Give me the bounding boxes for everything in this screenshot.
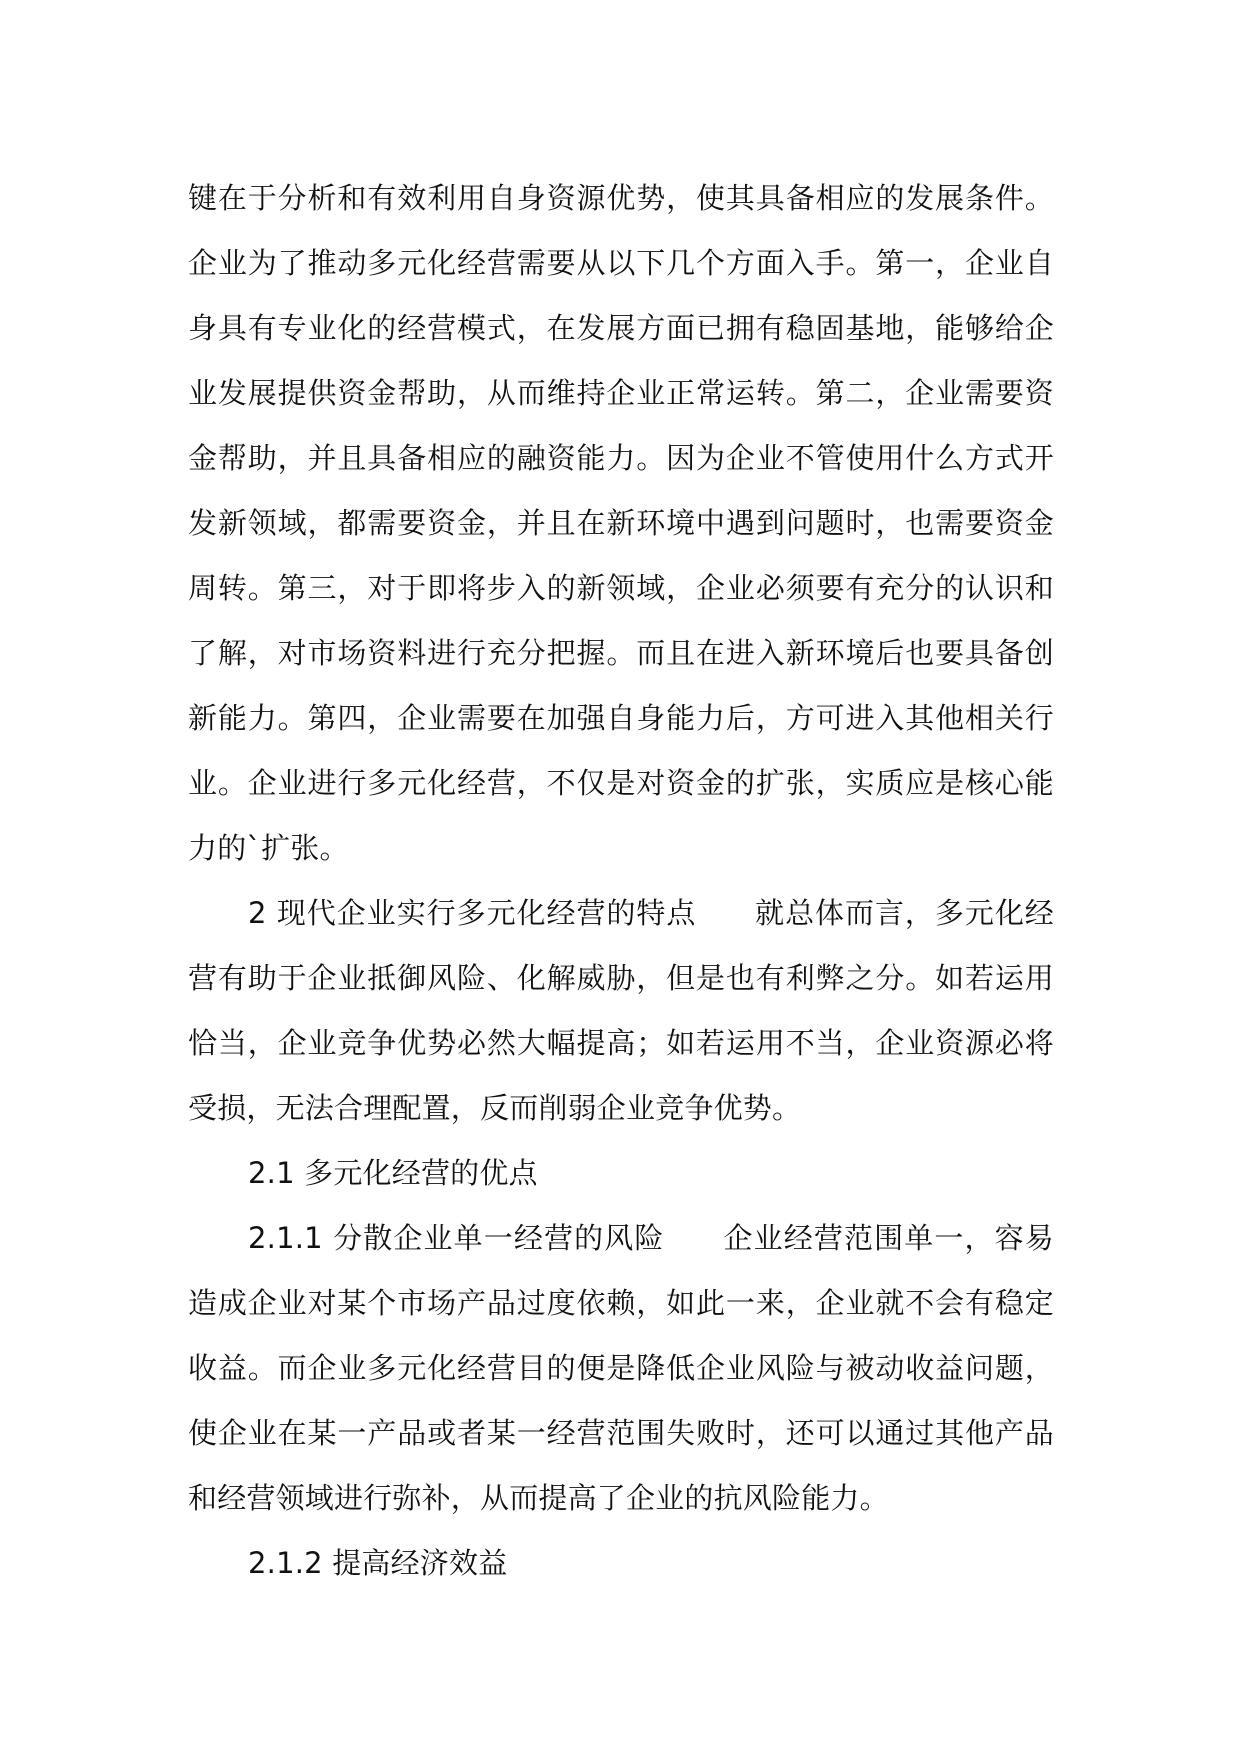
paragraph-section-2-1 (188, 1141, 1054, 1206)
paragraph-text: 企业经营范围单一，容易造成企业对某个市场产品过度依赖，如此一来，企业就不会有稳定收益。而企业多元化经营目的便是降低企业风险与被动收益问题，使企业在某一产品或者某一经营范围失败时，还可以通过其他产品和经营领域进行弥补，从而提高了企业的抗风险能力。 (188, 1221, 1054, 1515)
section-heading: 2.1 多元化经营的优点 (248, 1156, 538, 1190)
paragraph-text: 键在于分析和有效利用自身资源优势，使其具备相应的发展条件。企业为了推动多元化经营需要从以下几个方面入手。第一，企业自身具有专业化的经营模式，在发展方面已拥有稳固基地，能够给企业发展提供资金帮助，从而维持企业正常运转。第二，企业需要资金帮助，并且具备相应的融资能力。因为企业不管使用什么方式开发新领域，都需要资金，并且在新环境中遇到问题时，也需要资金周转。第三，对于即将步入的新领域，企业必须要有充分的认识和了解，对市场资料进行充分把握。而且在进入新环境后也要具备创新能力。第四，企业需要在加强自身能力后，方可进入其他相关行业。企业进行多元化经营，不仅是对资金的扩张，实质应是核心能力的`扩张。 (188, 181, 1054, 865)
paragraph-section-2 (188, 881, 1054, 1141)
paragraph-text: 就总体而言，多元化经营有助于企业抵御风险、化解威胁，但是也有利弊之分。如若运用恰当，企业竞争优势必然大幅提高；如若运用不当，企业资源必将受损，无法合理配置，反而削弱企业竞争优势。 (188, 896, 1054, 1125)
section-heading: 2 现代企业实行多元化经营的特点 (248, 896, 697, 930)
document-body (188, 166, 1054, 1596)
paragraph-continuation (188, 166, 1054, 881)
section-heading: 2.1.2 提高经济效益 (248, 1546, 508, 1580)
section-heading: 2.1.1 分散企业单一经营的风险 (248, 1221, 665, 1255)
paragraph-section-2-1-2 (188, 1531, 1054, 1596)
paragraph-section-2-1-1 (188, 1206, 1054, 1531)
